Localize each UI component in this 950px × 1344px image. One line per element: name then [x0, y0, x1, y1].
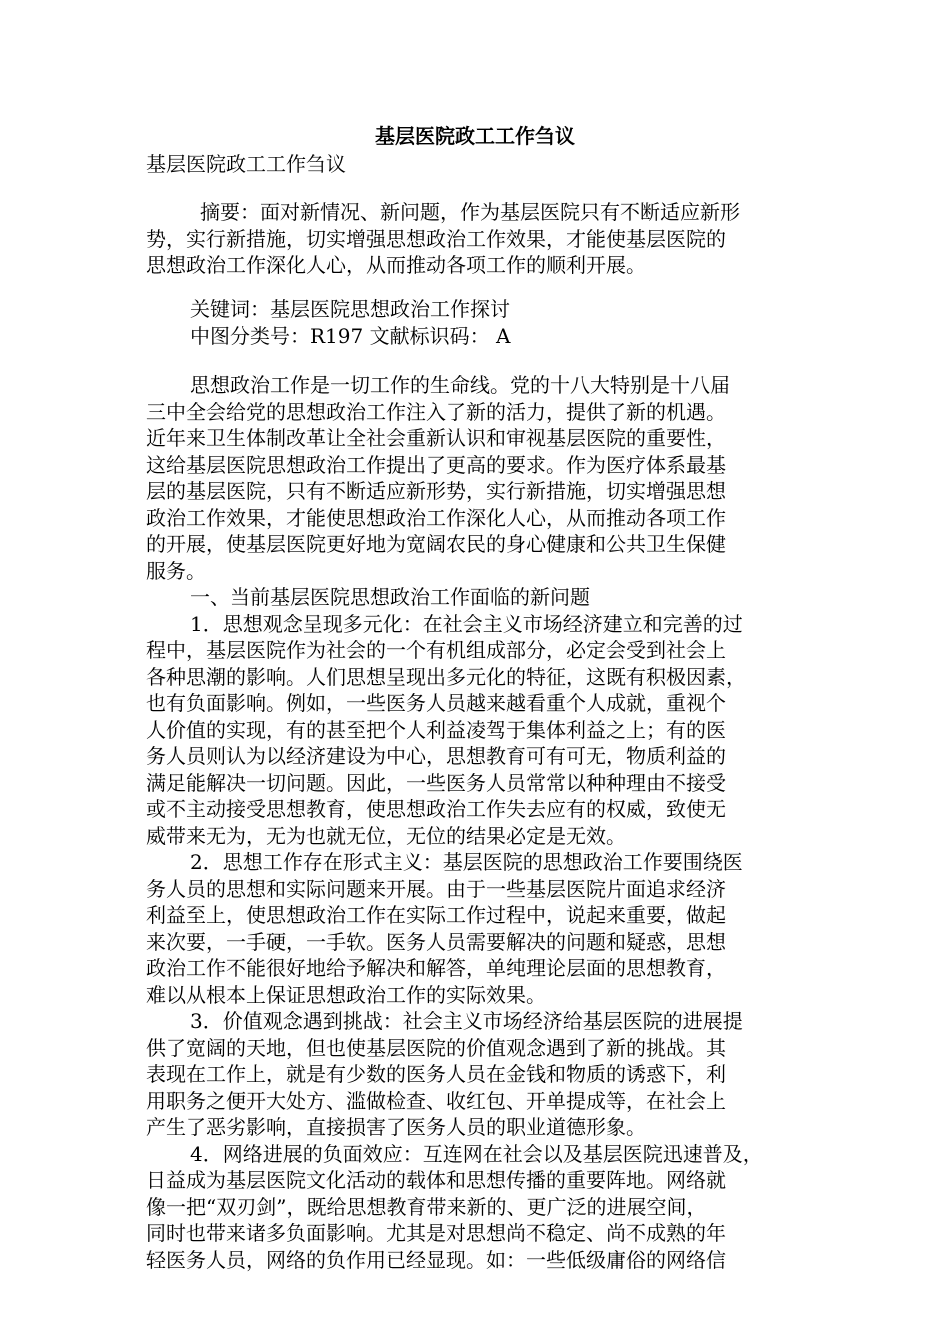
body-line: 利益至上，使思想政治工作在实际工作过程中，说起来重要，做起 — [146, 903, 726, 927]
body-line: 或不主动接受思想教育，使思想政治工作失去应有的权威，致使无 — [146, 797, 726, 821]
document-title: 基层医院政工工作刍议 — [375, 124, 575, 148]
classification-line: 中图分类号：R197 文献标识码： A — [190, 323, 511, 348]
body-line: 的开展，使基层医院更好地为宽阔农民的身心健康和公共卫生保健 — [146, 532, 726, 556]
body-line: 来次要，一手硬，一手软。医务人员需要解决的问题和疑惑，思想 — [146, 929, 726, 954]
body-line: 4．网络进展的负面效应：互连网在社会以及基层医院迅速普及， — [190, 1141, 763, 1166]
body-line: 3．价值观念遇到挑战：社会主义市场经济给基层医院的进展提 — [190, 1009, 743, 1033]
document-subtitle: 基层医院政工工作刍议 — [146, 152, 346, 176]
body-line: 政治工作不能很好地给予解决和解答，单纯理论层面的思想教育， — [146, 956, 726, 980]
body-line: 政治工作效果，才能使思想政治工作深化人心，从而推动各项工作 — [146, 505, 726, 530]
body-line: 人价值的实现，有的甚至把个人利益凌驾于集体利益之上；有的医 — [146, 717, 726, 742]
body-line: 轻医务人员，网络的负作用已经显现。如：一些低级庸俗的网络信 — [146, 1247, 726, 1272]
body-line: 也有负面影响。例如，一些医务人员越来越看重个人成就，重视个 — [146, 691, 726, 715]
body-line: 这给基层医院思想政治工作提出了更高的要求。作为医疗体系最基 — [146, 452, 726, 477]
body-line: 产生了恶劣影响，直接损害了医务人员的职业道德形象。 — [146, 1115, 646, 1139]
body-line: 1．思想观念呈现多元化：在社会主义市场经济建立和完善的过 — [190, 611, 743, 636]
abstract-section — [146, 199, 806, 279]
body-line: 思想政治工作是一切工作的生命线。党的十八大特别是十八届 — [190, 373, 730, 397]
body-line: 像一把“双刃剑”，既给思想教育带来新的、更广泛的进展空间， — [146, 1194, 707, 1219]
body-line: 务人员则认为以经济建设为中心，思想教育可有可无，物质利益的 — [146, 744, 726, 768]
body-line: 满足能解决一切问题。因此，一些医务人员常常以种种理由不接受 — [146, 770, 726, 795]
abstract-line: 思想政治工作深化人心，从而推动各项工作的顺利开展。 — [146, 253, 646, 277]
body-line: 服务。 — [146, 558, 206, 583]
abstract-line: 势，实行新措施，切实增强思想政治工作效果，才能使基层医院的 — [146, 226, 726, 251]
body-line: 务人员的思想和实际问题来开展。由于一些基层医院片面追求经济 — [146, 876, 726, 901]
body-line: 同时也带来诸多负面影响。尤其是对思想尚不稳定、尚不成熟的年 — [146, 1221, 726, 1245]
keywords-line: 关键词：基层医院思想政治工作探讨 — [190, 297, 510, 321]
metadata-section — [146, 296, 806, 349]
body-line: 威带来无为，无为也就无位，无位的结果必定是无效。 — [146, 823, 626, 848]
body-line: 日益成为基层医院文化活动的载体和思想传播的重要阵地。网络就 — [146, 1168, 726, 1192]
body-line: 近年来卫生体制改革让全社会重新认识和审视基层医院的重要性， — [146, 426, 726, 450]
body-section — [146, 372, 806, 1273]
body-line: 各种思潮的影响。人们思想呈现出多元化的特征，这既有积极因素， — [146, 664, 746, 689]
body-line: 程中，基层医院作为社会的一个有机组成部分，必定会受到社会上 — [146, 638, 726, 662]
body-line: 2．思想工作存在形式主义：基层医院的思想政治工作要围绕医 — [190, 850, 743, 874]
body-line: 难以从根本上保证思想政治工作的实际效果。 — [146, 982, 546, 1007]
body-line: 表现在工作上，就是有少数的医务人员在金钱和物质的诱惑下，利 — [146, 1062, 726, 1086]
body-line: 三中全会给党的思想政治工作注入了新的活力，提供了新的机遇。 — [146, 399, 726, 424]
body-line: 供了宽阔的天地，但也使基层医院的价值观念遇到了新的挑战。其 — [146, 1035, 726, 1060]
section-heading: 一、当前基层医院思想政治工作面临的新问题 — [190, 585, 590, 609]
body-line: 层的基层医院，只有不断适应新形势，实行新措施，切实增强思想 — [146, 479, 726, 503]
body-line: 用职务之便开大处方、滥做检查、收红包、开单提成等，在社会上 — [146, 1088, 726, 1113]
abstract-line: 摘要：面对新情况、新问题，作为基层医院只有不断适应新形 — [200, 200, 740, 224]
